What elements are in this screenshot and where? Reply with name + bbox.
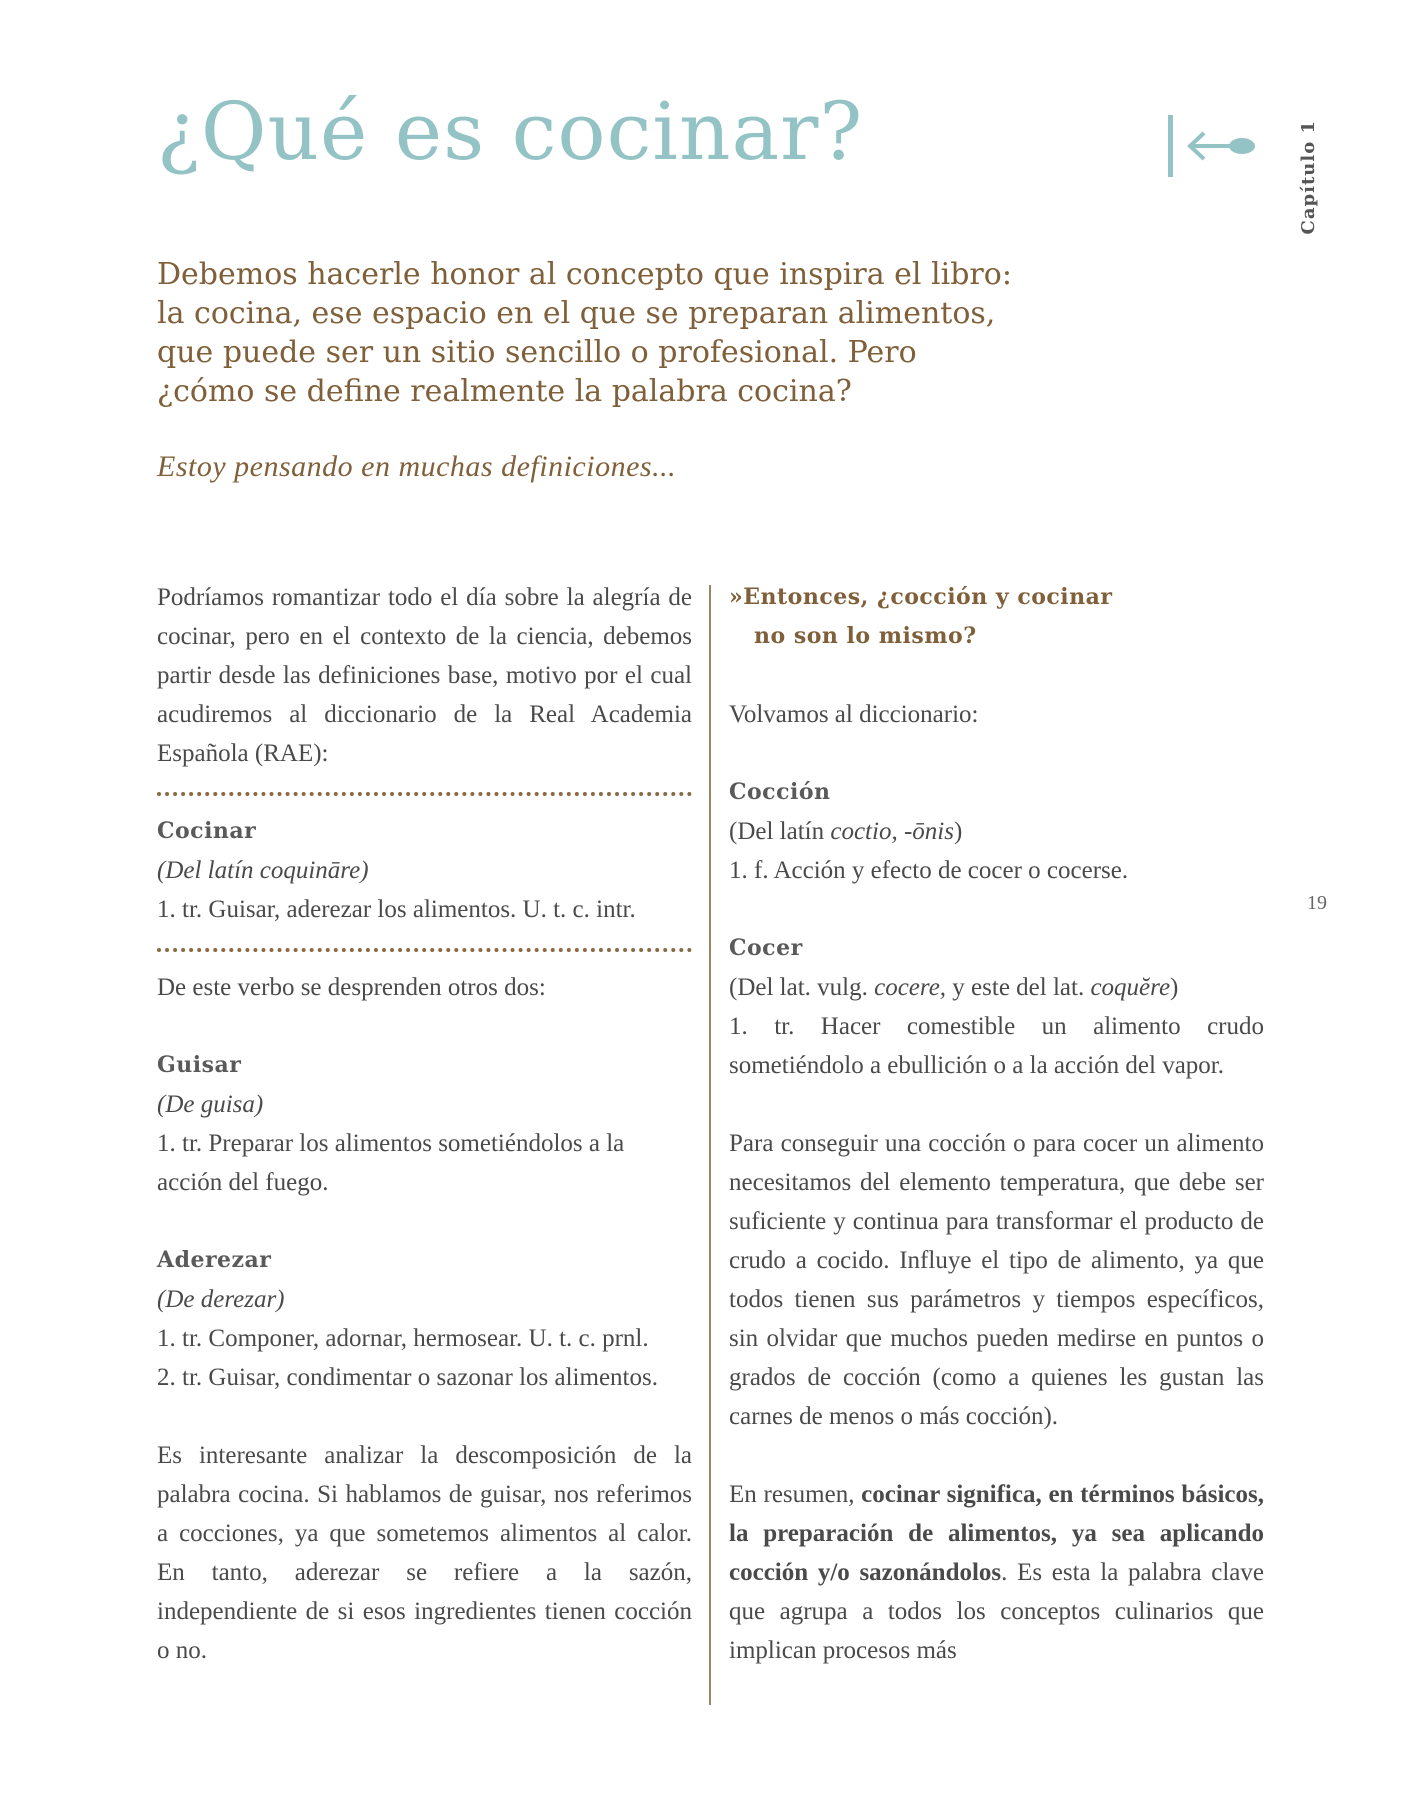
definition-cocinar: 1. tr. Guisar, aderezar los alimentos. U. t. c. intr. <box>157 896 636 923</box>
etymology-coccion: (Del latín coctio, -ōnis) <box>729 818 963 845</box>
lead-line: la cocina, ese espacio en el que se preparan alimentos, <box>157 296 996 331</box>
chapter-label: Capítulo 1 <box>1298 120 1319 235</box>
term-coccion: Cocción <box>729 779 831 805</box>
closing-paragraph: Es interesante analizar la descomposición de la palabra cocina. Si hablamos de guisar, nos referimos a cocciones, ya que sometemos alimentos al calor. En tanto, aderezar se refiere a la sazón, independiente de si esos ingredientes tienen cocción o no. <box>157 1442 692 1664</box>
dotted-divider <box>157 929 692 952</box>
left-column <box>157 578 692 1670</box>
summary-paragraph: En resumen, cocinar significa, en términos básicos, la preparación de alimentos, ya sea aplicando cocción y/o sazonándolos. Es esta la palabra clave que agrupa a todos los conceptos culinarios que implican procesos más <box>729 1481 1265 1664</box>
question-heading <box>729 578 1264 656</box>
temperature-paragraph: Para conseguir una cocción o para cocer un alimento necesitamos del elemento temperatura, que debe ser suficiente y continua para transformar el producto de crudo a cocido. Influye el tipo de alimento, ya que todos tienen sus parámetros y tiempos específicos, sin olvidar que muchos pueden medirse en puntos o grados de cocción (como a quienes les gustan las carnes de menos o más cocción). <box>729 1130 1264 1430</box>
question-line-2: no son lo mismo? <box>754 623 977 649</box>
etymology-cocinar: (Del latín coquināre) <box>157 857 369 884</box>
definition-cocer: 1. tr. Hacer comestible un alimento crudo sometiéndolo a ebullición o a la acción del vapor. <box>729 1013 1264 1079</box>
lead-line: ¿cómo se define realmente la palabra cocina? <box>157 374 852 409</box>
transition-text: De este verbo se desprenden otros dos: <box>157 974 546 1001</box>
lead-line: Debemos hacerle honor al concepto que inspira el libro: <box>157 257 1012 292</box>
definition-guisar: 1. tr. Preparar los alimentos sometiéndolos a la acción del fuego. <box>157 1130 625 1196</box>
definition-coccion: 1. f. Acción y efecto de cocer o cocerse. <box>729 857 1129 884</box>
question-line-1: »Entonces, ¿cocción y cocinar <box>729 584 1113 610</box>
definition-aderezar-2: 2. tr. Guisar, condimentar o sazonar los alimentos. <box>157 1364 658 1391</box>
etymology-cocer: (Del lat. vulg. cocere, y este del lat. coquĕre) <box>729 974 1179 1001</box>
intro-paragraph: Podríamos romantizar todo el día sobre la alegría de cocinar, pero en el contexto de la ciencia, debemos partir desde las definiciones base, motivo por el cual acudiremos al diccionario de la Real Academia Española (RAE): <box>157 584 692 767</box>
etymology-guisar: (De guisa) <box>157 1091 264 1118</box>
term-aderezar: Aderezar <box>157 1247 272 1273</box>
lead-paragraph <box>157 255 1097 411</box>
dotted-divider <box>157 773 692 796</box>
etymology-aderezar: (De derezar) <box>157 1286 285 1313</box>
arrow-left-spoon-icon <box>1168 115 1258 177</box>
term-cocer: Cocer <box>729 935 803 961</box>
term-cocinar: Cocinar <box>157 818 257 844</box>
lead-line: que puede ser un sitio sencillo o profesional. Pero <box>157 335 917 370</box>
definition-aderezar-1: 1. tr. Componer, adornar, hermosear. U. t. c. prnl. <box>157 1325 649 1352</box>
right-column <box>729 578 1264 1670</box>
page-number: 19 <box>1307 892 1327 914</box>
section-subtitle: Estoy pensando en muchas definiciones... <box>157 450 677 483</box>
back-to-dictionary: Volvamos al diccionario: <box>729 701 979 728</box>
term-guisar: Guisar <box>157 1052 242 1078</box>
column-divider <box>709 585 711 1705</box>
page-title: ¿Qué es cocinar? <box>157 85 864 178</box>
